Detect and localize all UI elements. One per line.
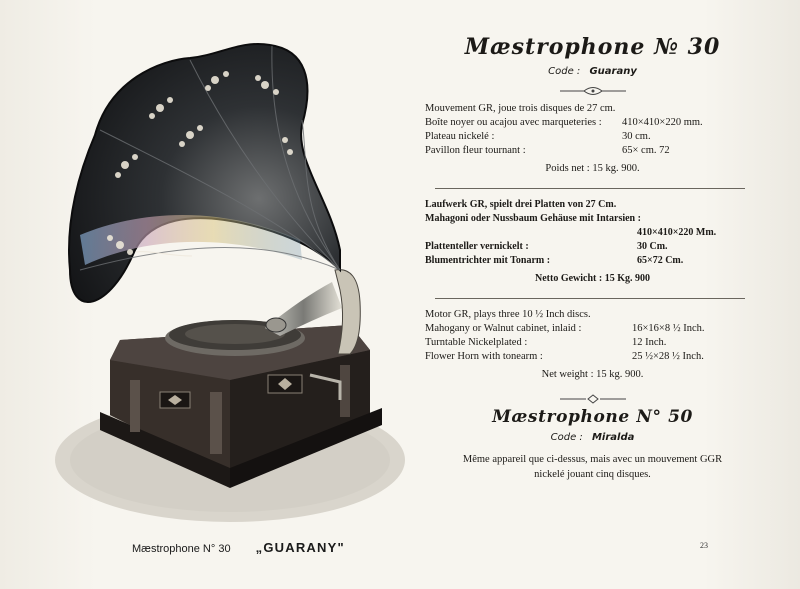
spec-label: Motor GR, plays three 10 ½ Inch discs. xyxy=(425,309,591,320)
description-line: nickelé jouant cinq disques. xyxy=(534,469,651,480)
ornament-icon xyxy=(558,85,628,97)
spec-french xyxy=(425,102,760,176)
spec-value: 12 Inch. xyxy=(632,337,667,348)
spec-value: 65×72 Cm. xyxy=(637,255,684,266)
spec-row xyxy=(425,116,760,130)
spec-weight: Net weight : 15 kg. 900. xyxy=(541,369,644,380)
code-label: Code : xyxy=(548,66,581,77)
product-code xyxy=(425,66,760,82)
spec-label: Flower Horn with tonearm : xyxy=(425,351,543,362)
spec-label: Blumentrichter mit Tonarm : xyxy=(425,255,551,266)
description-line: Même appareil que ci-dessus, mais avec un mouvement GGR xyxy=(462,454,723,465)
spec-value: 16×16×8 ½ Inch. xyxy=(632,323,705,334)
spec-label: Plateau nickelé : xyxy=(425,131,495,142)
flower-horn xyxy=(69,44,340,302)
product2-description xyxy=(425,452,760,482)
page-number: 23 xyxy=(700,541,708,550)
ornament-divider xyxy=(425,390,760,404)
spec-row xyxy=(425,102,760,116)
spec-value: 410×410×220 mm. xyxy=(622,117,703,128)
gramophone-illustration xyxy=(40,20,420,540)
caption-name: „GUARANY" xyxy=(255,540,345,555)
spec-label: Laufwerk GR, spielt drei Platten von 27 Cm. xyxy=(425,199,617,210)
spec-row xyxy=(425,336,760,350)
ornament-divider xyxy=(425,82,760,96)
spec-row xyxy=(425,130,760,144)
spec-label xyxy=(425,226,637,240)
spec-weight: Netto Gewicht : 15 Kg. 900 xyxy=(535,273,650,284)
code-label: Code : xyxy=(550,432,583,443)
product2-code xyxy=(425,432,760,448)
spec-value: 30 cm. xyxy=(622,131,651,142)
spec-row xyxy=(425,254,760,268)
spec-label: Turntable Nickelplated : xyxy=(425,337,528,348)
spec-label: Mouvement GR, joue trois disques de 27 cm. xyxy=(425,103,616,114)
spec-row xyxy=(425,350,760,364)
spec-value: 30 Cm. xyxy=(637,241,668,252)
code-value: Miralda xyxy=(591,432,635,443)
spec-english xyxy=(425,308,760,382)
caption-model: Mæstrophone N° 30 xyxy=(132,543,231,555)
spec-row xyxy=(425,240,760,254)
spec-row xyxy=(425,212,760,226)
spec-label: Mahogany or Walnut cabinet, inlaid : xyxy=(425,323,582,334)
spec-label: Mahagoni oder Nussbaum Gehäuse mit Intarsien : xyxy=(425,213,641,224)
spec-label: Plattenteller vernickelt : xyxy=(425,241,529,252)
spec-row xyxy=(425,308,760,322)
section-divider xyxy=(435,188,745,189)
spec-value: 410×410×220 Mm. xyxy=(637,227,717,238)
specs-column xyxy=(425,30,760,482)
spec-row xyxy=(425,144,760,158)
spec-weight: Poids net : 15 kg. 900. xyxy=(545,163,640,174)
spec-label: Pavillon fleur tournant : xyxy=(425,145,526,156)
spec-row xyxy=(425,322,760,336)
spec-label: Boîte noyer ou acajou avec marqueteries : xyxy=(425,117,602,128)
figure-caption xyxy=(132,540,392,562)
spec-value: 25 ½×28 ½ Inch. xyxy=(632,351,704,362)
spec-german xyxy=(425,198,760,286)
spec-row xyxy=(425,198,760,212)
code-value: Guarany xyxy=(589,66,637,77)
spec-row xyxy=(425,226,760,240)
section-divider xyxy=(435,298,745,299)
product2-title: Mæstrophone N° 50 xyxy=(492,407,693,427)
spec-value: 65× cm. 72 xyxy=(622,145,670,156)
product-title: Mæstrophone № 30 xyxy=(464,34,721,60)
